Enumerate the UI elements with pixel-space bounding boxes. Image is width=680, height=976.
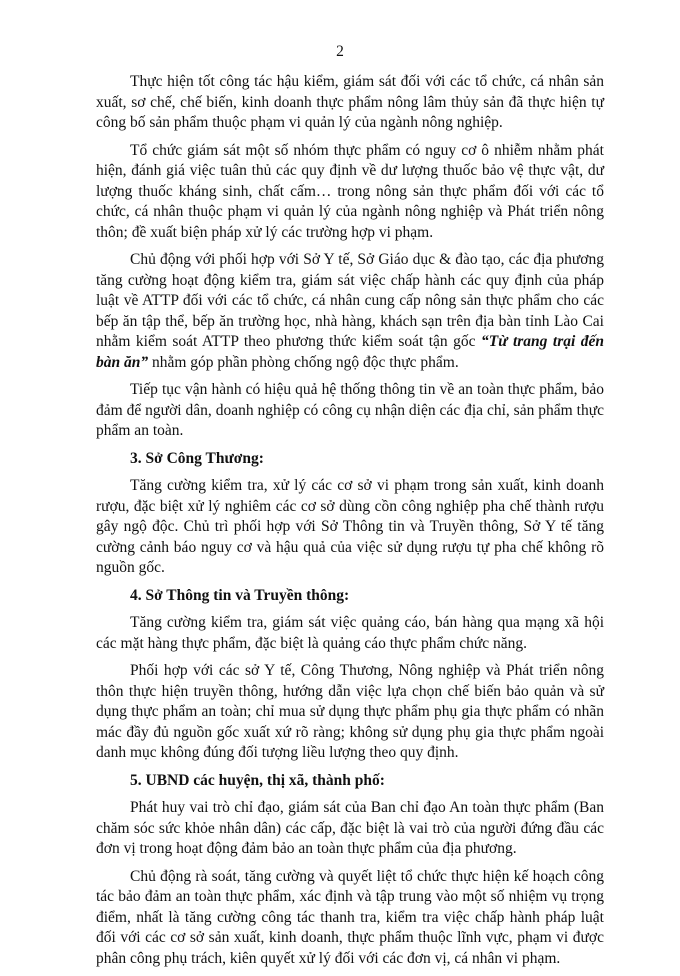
page-number: 2 [336,43,344,60]
document-body [96,72,604,976]
paragraph-online-ads: Tăng cường kiểm tra, giám sát việc quảng cáo, bán hàng qua mạng xã hội các mặt hàng thực phẩm, đặc biệt là quảng cáo thực phẩm chức năng. [96,614,604,652]
paragraph-monitoring: Tổ chức giám sát một số nhóm thực phẩm có nguy cơ ô nhiễm nhằm phát hiện, đánh giá việc tuân thủ các quy định về dư lượng thuốc bảo vệ thực vật, dư lượng thuốc kháng sinh, chất cấm… trong nông sản thực phẩm đối với các tổ chức, cá nhân thuộc phạm vi quản lý của ngành nông nghiệp và Phát triển nông thôn; đề xuất biện pháp xử lý các trường hợp vi phạm. [96,141,604,241]
paragraph-steering-role: Phát huy vai trò chỉ đạo, giám sát của Ban chỉ đạo An toàn thực phẩm (Ban chăm sóc sức khỏe nhân dân) các cấp, đặc biệt là vai trò của người đứng đầu các đơn vị trong hoạt động đảm bảo an toàn thực phẩm của địa phương. [96,799,604,857]
paragraph-coordination [96,250,604,373]
paragraph-communication-guidance: Phối hợp với các sở Y tế, Công Thương, Nông nghiệp và Phát triển nông thôn thực hiện truyền thông, hướng dẫn việc lựa chọn chế biến bảo quản và sử dụng thực phẩm an toàn; chỉ mua sử dụng thực phẩm phụ gia thực phẩm có nhãn mác đầy đủ nguồn gốc xuất xứ rõ ràng; không sử dụng phụ gia thực phẩm ngoài danh mục không đúng đối tượng liều lượng theo quy định. [96,662,604,761]
paragraph-alcohol-inspection: Tăng cường kiểm tra, xử lý các cơ sở vi phạm trong sản xuất, kinh doanh rượu, đặc biệt xử lý nghiêm các cơ sở dùng cồn công nghiệp pha chế thành rượu gây ngộ độc. Chủ trì phối hợp với Sở Thông tin và Truyền thông, Sở Y tế tăng cường cảnh báo nguy cơ và hậu quả của việc sử dụng rượu tự pha chế không rõ nguồn gốc. [96,477,604,576]
heading-information-communications: 4. Sở Thông tin và Truyền thông: [130,586,350,604]
farm-to-table-quote: “Từ trang trại đến bàn ăn” [96,333,604,371]
heading-district-committees: 5. UBND các huyện, thị xã, thành phố: [130,771,385,789]
paragraph-post-inspection: Thực hiện tốt công tác hậu kiểm, giám sát đối với các tổ chức, cá nhân sản xuất, sơ chế, chế biến, kinh doanh thực phẩm nông lâm thủy sản đã thực hiện tự công bố sản phẩm thuộc phạm vi quản lý của ngành nông nghiệp. [96,73,604,131]
paragraph-coordination-tail: nhằm góp phần phòng chống ngộ độc thực phẩm. [148,353,459,371]
heading-industry-trade: 3. Sở Công Thương: [130,449,264,467]
paragraph-coordination-text: Chủ động với phối hợp với Sở Y tế, Sở Giáo dục & đào tạo, các địa phương tăng cường hoạt động kiểm tra, giám sát việc chấp hành các quy định của pháp luật về ATTP đối với các tổ chức, cá nhân cung cấp nông sản thực phẩm cho các bếp ăn tập thể, bếp ăn trường học, nhà hàng, khách sạn trên địa bàn tỉnh Lào Cai nhằm kiểm soát ATTP theo phương thức kiểm soát tận gốc [96,251,604,350]
paragraph-info-system: Tiếp tục vận hành có hiệu quả hệ thống thông tin về an toàn thực phẩm, bảo đảm để người dân, doanh nghiệp có công cụ nhận diện các địa chỉ, sản phẩm thực phẩm an toàn. [96,381,604,439]
paragraph-plan-implementation: Chủ động rà soát, tăng cường và quyết liệt tổ chức thực hiện kế hoạch công tác bảo đảm an toàn thực phẩm, xác định và tập trung vào một số nhiệm vụ trọng điểm, nhất là tăng cường công tác thanh tra, kiểm tra việc chấp hành pháp luật đối với các cơ sở sản xuất, kinh doanh, thực phẩm thuộc lĩnh vực, phạm vi được phân công phụ trách, kiên quyết xử lý đối với các đơn vị, cá nhân vi phạm. [96,867,604,967]
